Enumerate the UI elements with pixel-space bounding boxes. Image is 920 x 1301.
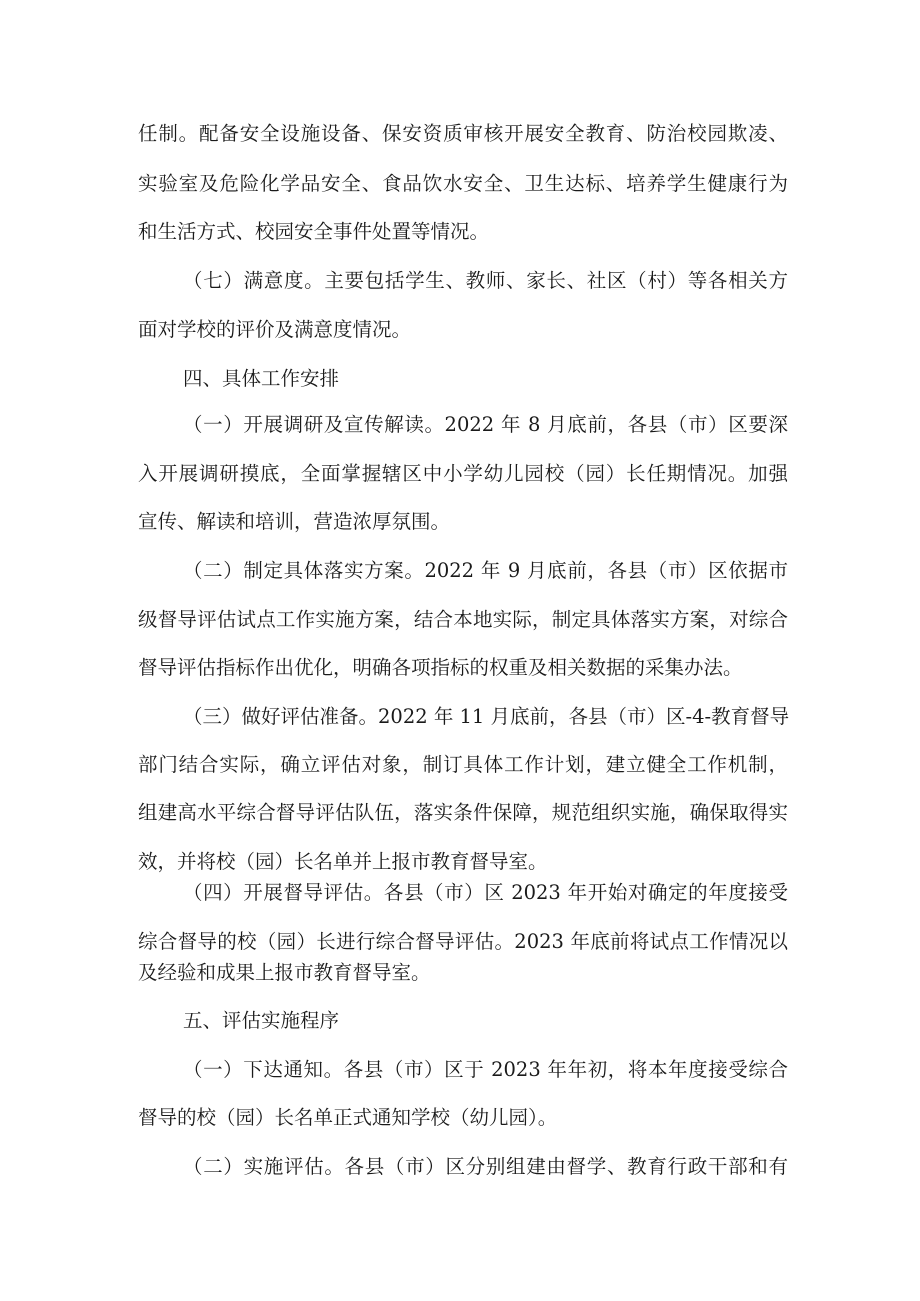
text-line: 宣传、解读和培训，营造浓厚氛围。 bbox=[138, 510, 451, 533]
text-line: （一）下达通知。各县（市）区于 2023 年年初，将本年度接受综合 bbox=[183, 1058, 788, 1081]
text-line: （二）实施评估。各县（市）区分别组建由督学、教育行政干部和有 bbox=[183, 1155, 788, 1178]
text-line: 入开展调研摸底，全面掌握辖区中小学幼儿园校（园）长任期情况。加强 bbox=[138, 462, 788, 485]
text-line: 组建高水平综合督导评估队伍，落实条件保障，规范组织实施，确保取得实 bbox=[138, 801, 788, 824]
text-line: 实验室及危险化学品安全、食品饮水安全、卫生达标、培养学生健康行为 bbox=[138, 172, 788, 195]
text-line: （七）满意度。主要包括学生、教师、家长、社区（村）等各相关方 bbox=[183, 269, 788, 292]
text-line: 级督导评估试点工作实施方案，结合本地实际，制定具体落实方案，对综合 bbox=[138, 608, 788, 631]
text-line: （四）开展督导评估。各县（市）区 2023 年开始对确定的年度接受 bbox=[183, 881, 788, 904]
text-line: （三）做好评估准备。2022 年 11 月底前，各县（市）区-4-教育督导 bbox=[183, 705, 790, 728]
text-line: （一）开展调研及宣传解读。2022 年 8 月底前，各县（市）区要深 bbox=[183, 413, 788, 436]
section-heading: 五、评估实施程序 bbox=[183, 1009, 340, 1032]
section-heading: 四、具体工作安排 bbox=[183, 367, 340, 390]
text-line: 综合督导的校（园）长进行综合督导评估。2023 年底前将试点工作情况以 bbox=[138, 930, 788, 953]
text-line: 和生活方式、校园安全事件处置等情况。 bbox=[138, 220, 490, 243]
text-line: 面对学校的评价及满意度情况。 bbox=[138, 318, 412, 341]
text-line: （二）制定具体落实方案。2022 年 9 月底前，各县（市）区依据市 bbox=[183, 559, 788, 582]
text-line: 督导的校（园）长名单正式通知学校（幼儿园）。 bbox=[138, 1106, 558, 1129]
text-line: 部门结合实际，确立评估对象，制订具体工作计划，建立健全工作机制， bbox=[138, 753, 788, 776]
text-line: 督导评估指标作出优化，明确各项指标的权重及相关数据的采集办法。 bbox=[138, 656, 743, 679]
text-line: 及经验和成果上报市教育督导室。 bbox=[138, 961, 431, 984]
text-line: 效，并将校（园）长名单并上报市教育督导室。 bbox=[138, 850, 548, 873]
text-line: 任制。配备安全设施设备、保安资质审核开展安全教育、防治校园欺凌、 bbox=[138, 122, 788, 145]
